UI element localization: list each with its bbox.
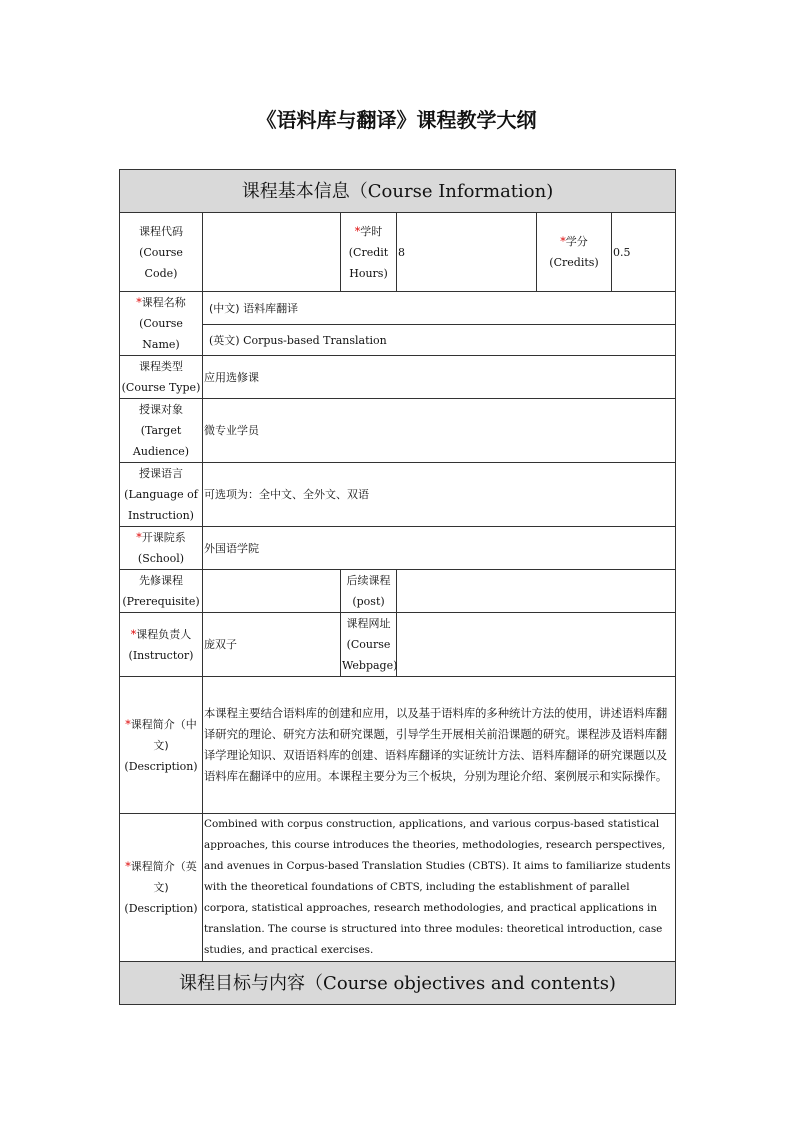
value-course-name-en: (英文) Corpus-based Translation	[203, 325, 676, 356]
value-credit-hours: 8	[397, 213, 537, 292]
label-course-code: 课程代码 (Course Code)	[120, 213, 203, 292]
section-header-objectives: 课程目标与内容（Course objectives and contents)	[120, 962, 676, 1005]
value-description-en: Combined with corpus construction, applications, and various corpus-based statistical approaches, this course introduces the theories, methodologies, research perspectives, and avenues in Corpus-based Translation Studies (CBTS). It aims to familiarize students with the theoretical foundations of CBTS, including the establishment of parallel corpora, statistical approaches, research methodologies, and practical applications in translation. The course is structured into three modules: theoretical introduction, case studies, and practical exercises.	[203, 814, 676, 962]
value-prerequisite	[203, 570, 341, 613]
course-info-table	[119, 169, 676, 1005]
document-title: 《语料库与翻译》课程教学大纲	[256, 108, 537, 132]
label-school: *开课院系 (School)	[120, 527, 203, 570]
value-school: 外国语学院	[203, 527, 676, 570]
value-course-name-zh: (中文) 语料库翻译	[203, 292, 676, 325]
label-instructor: *课程负责人 (Instructor)	[120, 613, 203, 677]
section-header-course-info: 课程基本信息（Course Information)	[120, 170, 676, 213]
value-target-audience: 微专业学员	[203, 399, 676, 463]
label-description-en: *课程简介（英 文) (Description)	[120, 814, 203, 962]
value-description-zh: 本课程主要结合语料库的创建和应用，以及基于语料库的多种统计方法的使用，讲述语料库翻译研究的理论、研究方法和研究课题，引导学生开展相关前沿课题的研究。课程涉及语料库翻译学理论知识、双语语料库的创建、语料库翻译的实证统计方法、语料库翻译的研究课题以及语料库在翻译中的应用。本课程主要分为三个板块，分别为理论介绍、案例展示和实际操作。	[203, 677, 676, 814]
label-prerequisite: 先修课程 (Prerequisite)	[120, 570, 203, 613]
value-credits: 0.5	[612, 213, 676, 292]
value-instructor: 庞双子	[203, 613, 341, 677]
label-webpage: 课程网址 (Course Webpage)	[341, 613, 397, 677]
label-target-audience: 授课对象 (Target Audience)	[120, 399, 203, 463]
label-credits: *学分 (Credits)	[537, 213, 612, 292]
label-description-zh: *课程简介（中 文) (Description)	[120, 677, 203, 814]
value-course-type: 应用选修课	[203, 356, 676, 399]
value-webpage	[397, 613, 676, 677]
value-language: 可选项为：全中文、全外文、双语	[203, 463, 676, 527]
label-language: 授课语言 (Language of Instruction)	[120, 463, 203, 527]
label-course-name: *课程名称 (Course Name)	[120, 292, 203, 356]
value-post-course	[397, 570, 676, 613]
label-course-type: 课程类型 (Course Type)	[120, 356, 203, 399]
label-post-course: 后续课程 (post)	[341, 570, 397, 613]
label-credit-hours: *学时 (Credit Hours)	[341, 213, 397, 292]
value-course-code	[203, 213, 341, 292]
